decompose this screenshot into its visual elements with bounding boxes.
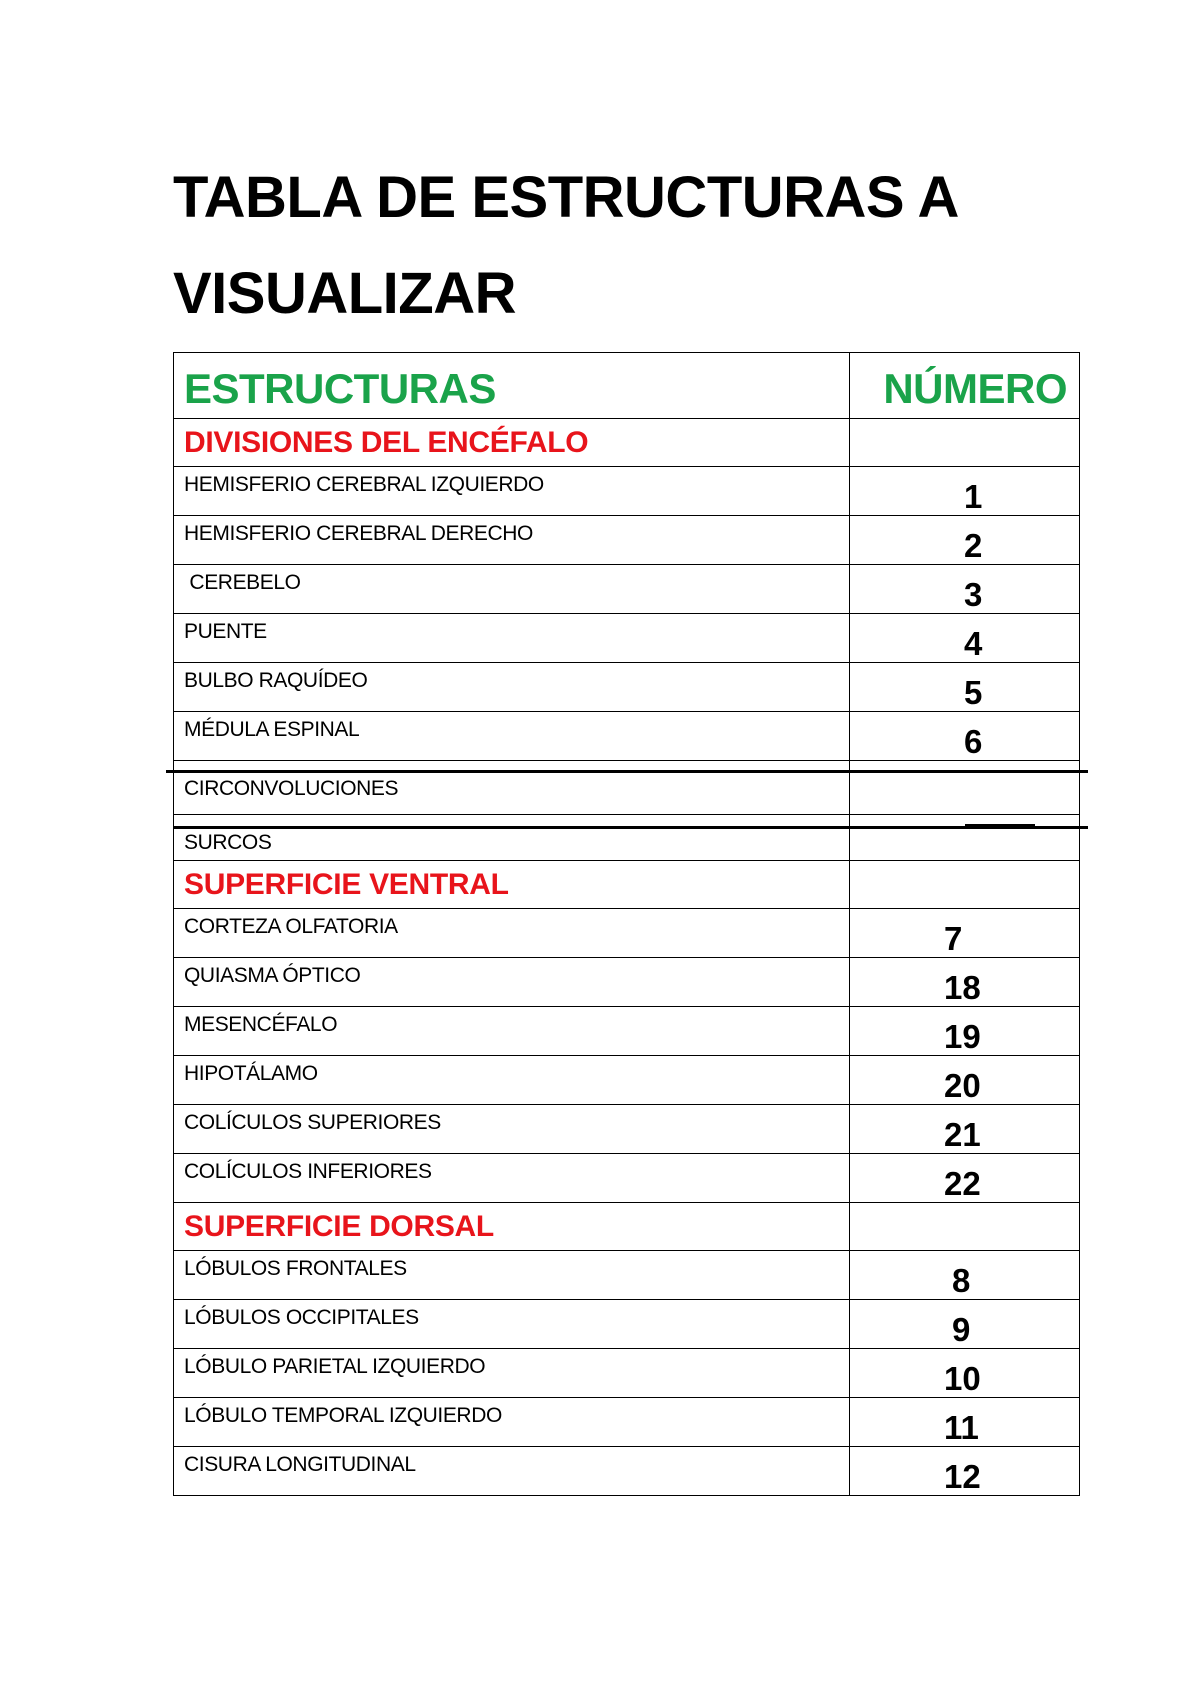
section-title-ventral: SUPERFICIE VENTRAL: [184, 868, 509, 901]
structure-cell: [174, 467, 850, 516]
structure-number: 18: [944, 969, 981, 1006]
structure-number: 22: [944, 1165, 981, 1202]
table-row: [174, 1300, 1080, 1349]
structure-cell: [174, 1056, 850, 1105]
table-row: [174, 1056, 1080, 1105]
number-cell: [850, 1251, 1080, 1300]
table-row: [174, 565, 1080, 614]
section-row: [174, 1203, 1080, 1251]
number-cell: [850, 1447, 1080, 1496]
horizontal-rule-segment: [965, 824, 1035, 826]
structure-name: MÉDULA ESPINAL: [184, 718, 360, 741]
section-title-cell: [174, 1203, 850, 1251]
structure-number: 9: [952, 1311, 971, 1348]
structure-name: COLÍCULOS SUPERIORES: [184, 1111, 441, 1134]
structure-number: 4: [964, 625, 983, 662]
structure-cell: [174, 909, 850, 958]
structures-table: [173, 352, 1080, 1496]
structure-number: 5: [964, 674, 983, 711]
structure-number: 12: [944, 1458, 981, 1495]
structure-number: 2: [964, 527, 983, 564]
structure-cell: [174, 663, 850, 712]
table-row: [174, 1154, 1080, 1203]
number-cell: [850, 712, 1080, 761]
number-cell: [850, 1349, 1080, 1398]
structure-name: COLÍCULOS INFERIORES: [184, 1160, 432, 1183]
horizontal-rule: [173, 826, 1088, 829]
table-row: [174, 909, 1080, 958]
structure-cell: [174, 614, 850, 663]
number-cell: [850, 958, 1080, 1007]
table-row: [174, 1447, 1080, 1496]
table-row: [174, 467, 1080, 516]
structure-cell: [174, 1398, 850, 1447]
table-row: [174, 1105, 1080, 1154]
number-cell: [850, 815, 1080, 861]
header-number-cell: [850, 353, 1080, 419]
table-row: [174, 1349, 1080, 1398]
structure-number: 6: [964, 723, 983, 760]
table-row: [174, 815, 1080, 861]
structure-cell: [174, 1447, 850, 1496]
number-cell: [850, 1056, 1080, 1105]
document-title: TABLA DE ESTRUCTURAS A VISUALIZAR: [173, 165, 957, 326]
structure-number: 1: [964, 478, 983, 515]
structure-cell: [174, 1105, 850, 1154]
structure-name: LÓBULO TEMPORAL IZQUIERDO: [184, 1404, 502, 1427]
section-number-cell: [850, 861, 1080, 909]
section-title-divisiones: DIVISIONES DEL ENCÉFALO: [184, 426, 589, 459]
table-row: [174, 516, 1080, 565]
header-structures: ESTRUCTURAS: [184, 365, 496, 412]
structure-number: 3: [964, 576, 983, 613]
number-cell: [850, 1154, 1080, 1203]
number-cell: [850, 614, 1080, 663]
structure-name: LÓBULOS FRONTALES: [184, 1257, 407, 1280]
structure-number: 21: [944, 1116, 981, 1153]
number-cell: [850, 1300, 1080, 1349]
section-row: [174, 861, 1080, 909]
number-cell: [850, 909, 1080, 958]
structure-cell: [174, 1349, 850, 1398]
structure-number: 7: [944, 920, 963, 957]
number-cell: [850, 663, 1080, 712]
table-row: [174, 1398, 1080, 1447]
section-number-cell: [850, 1203, 1080, 1251]
section-title-dorsal: SUPERFICIE DORSAL: [184, 1210, 494, 1243]
table-row: [174, 1251, 1080, 1300]
horizontal-rule: [166, 770, 1088, 773]
number-cell: [850, 1007, 1080, 1056]
number-cell: [850, 467, 1080, 516]
structure-name: QUIASMA ÓPTICO: [184, 964, 361, 987]
number-cell: [850, 1398, 1080, 1447]
structure-name: CEREBELO: [184, 571, 301, 594]
structure-cell: [174, 1300, 850, 1349]
structure-name: HEMISFERIO CEREBRAL DERECHO: [184, 522, 533, 545]
number-cell: [850, 1105, 1080, 1154]
structure-number: 20: [944, 1067, 981, 1104]
structure-name: HIPOTÁLAMO: [184, 1062, 318, 1085]
structure-cell: [174, 565, 850, 614]
structure-name: PUENTE: [184, 620, 267, 643]
table-row: [174, 958, 1080, 1007]
structure-name: CIRCONVOLUCIONES: [184, 777, 399, 800]
structure-cell: [174, 761, 850, 815]
structure-cell: [174, 516, 850, 565]
structure-name: CORTEZA OLFATORIA: [184, 915, 398, 938]
structure-name: SURCOS: [184, 831, 272, 854]
table-row: [174, 1007, 1080, 1056]
structure-name: MESENCÉFALO: [184, 1013, 338, 1036]
structure-cell: [174, 712, 850, 761]
structure-number: 8: [952, 1262, 971, 1299]
structure-name: CISURA LONGITUDINAL: [184, 1453, 416, 1476]
structure-number: 10: [944, 1360, 981, 1397]
structure-cell: [174, 1154, 850, 1203]
structure-cell: [174, 958, 850, 1007]
structure-name: LÓBULO PARIETAL IZQUIERDO: [184, 1355, 486, 1378]
section-title-cell: [174, 419, 850, 467]
structure-cell: [174, 815, 850, 861]
number-cell: [850, 761, 1080, 815]
section-row: [174, 419, 1080, 467]
header-structures-cell: [174, 353, 850, 419]
table-row: [174, 614, 1080, 663]
structure-cell: [174, 1007, 850, 1056]
structure-name: BULBO RAQUÍDEO: [184, 669, 368, 692]
table-row: [174, 712, 1080, 761]
structure-cell: [174, 1251, 850, 1300]
header-number: NÚMERO: [883, 365, 1067, 412]
structure-name: LÓBULOS OCCIPITALES: [184, 1306, 419, 1329]
structure-name: HEMISFERIO CEREBRAL IZQUIERDO: [184, 473, 544, 496]
structure-number: 19: [944, 1018, 981, 1055]
section-title-cell: [174, 861, 850, 909]
structure-number: 11: [944, 1409, 979, 1446]
number-cell: [850, 565, 1080, 614]
table-row: [174, 663, 1080, 712]
table-header-row: [174, 353, 1080, 419]
section-number-cell: [850, 419, 1080, 467]
table-row: [174, 761, 1080, 815]
number-cell: [850, 516, 1080, 565]
